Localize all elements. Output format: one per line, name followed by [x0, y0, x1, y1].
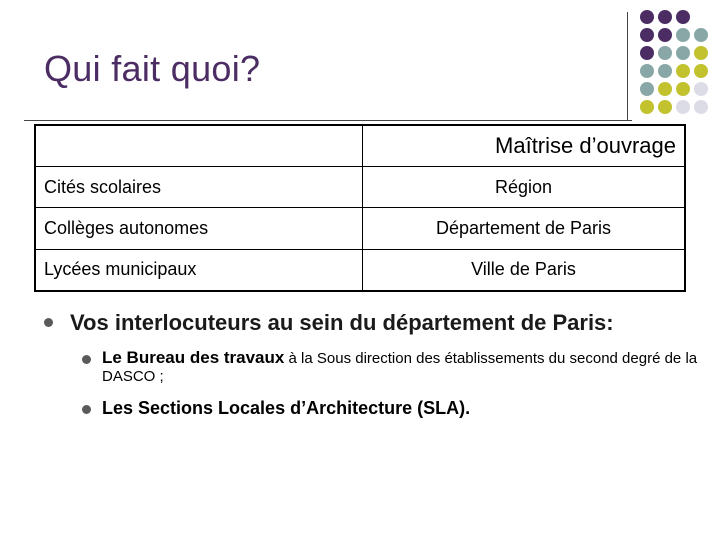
decorative-dot-grid	[640, 10, 708, 114]
decorative-dot	[676, 100, 690, 114]
table-row	[35, 208, 685, 249]
decorative-dot	[658, 100, 672, 114]
bullet-sub-1-rest: à la Sous direction des établissements du second degré de la DASCO ;	[102, 350, 698, 385]
decorative-dot	[658, 46, 672, 60]
decorative-dot	[694, 82, 708, 96]
decorative-dot	[694, 28, 708, 42]
decorative-dot	[640, 46, 654, 60]
horizontal-rule	[24, 120, 632, 121]
table-header-maitrise: Maîtrise d’ouvrage	[363, 125, 686, 167]
decorative-dot	[658, 82, 672, 96]
decorative-dot	[676, 28, 690, 42]
bullet-sub-1-lead: Le Bureau des travaux	[102, 348, 285, 367]
table-header-row	[35, 125, 685, 167]
table-cell-value: Département de Paris	[363, 208, 686, 249]
decorative-dot	[658, 10, 672, 24]
bullet-main-text: Vos interlocuteurs au sein du département de Paris:	[70, 310, 614, 335]
bullet-sub-2	[82, 398, 720, 419]
decorative-dot	[640, 28, 654, 42]
decorative-dot	[676, 82, 690, 96]
table-row	[35, 249, 685, 291]
decorative-dot	[640, 100, 654, 114]
decorative-dot	[640, 10, 654, 24]
decorative-dot	[676, 46, 690, 60]
slide-title: Qui fait quoi?	[44, 48, 261, 89]
ownership-table	[34, 124, 686, 292]
decorative-dot	[658, 64, 672, 78]
table-header-empty	[35, 125, 363, 167]
decorative-dot	[694, 64, 708, 78]
bullet-dot-icon	[82, 405, 91, 414]
bullet-dot-icon	[44, 318, 53, 327]
decorative-dot	[694, 10, 708, 24]
table-row	[35, 167, 685, 208]
decorative-dot	[676, 10, 690, 24]
decorative-dot	[694, 100, 708, 114]
table-cell-item: Collèges autonomes	[35, 208, 363, 249]
table-cell-value: Région	[363, 167, 686, 208]
table-cell-value: Ville de Paris	[363, 249, 686, 291]
bullet-sub-1	[82, 348, 720, 386]
bullet-list	[44, 310, 720, 419]
decorative-dot	[676, 64, 690, 78]
bullet-main	[44, 310, 720, 336]
bullet-sub-2-text: Les Sections Locales d’Architecture (SLA).	[102, 398, 471, 418]
bullet-dot-icon	[82, 355, 91, 364]
decorative-dot	[640, 82, 654, 96]
decorative-dot	[640, 64, 654, 78]
table-cell-item: Lycées municipaux	[35, 249, 363, 291]
decorative-dot	[658, 28, 672, 42]
vertical-rule	[627, 12, 628, 120]
decorative-dot	[694, 46, 708, 60]
table-cell-item: Cités scolaires	[35, 167, 363, 208]
